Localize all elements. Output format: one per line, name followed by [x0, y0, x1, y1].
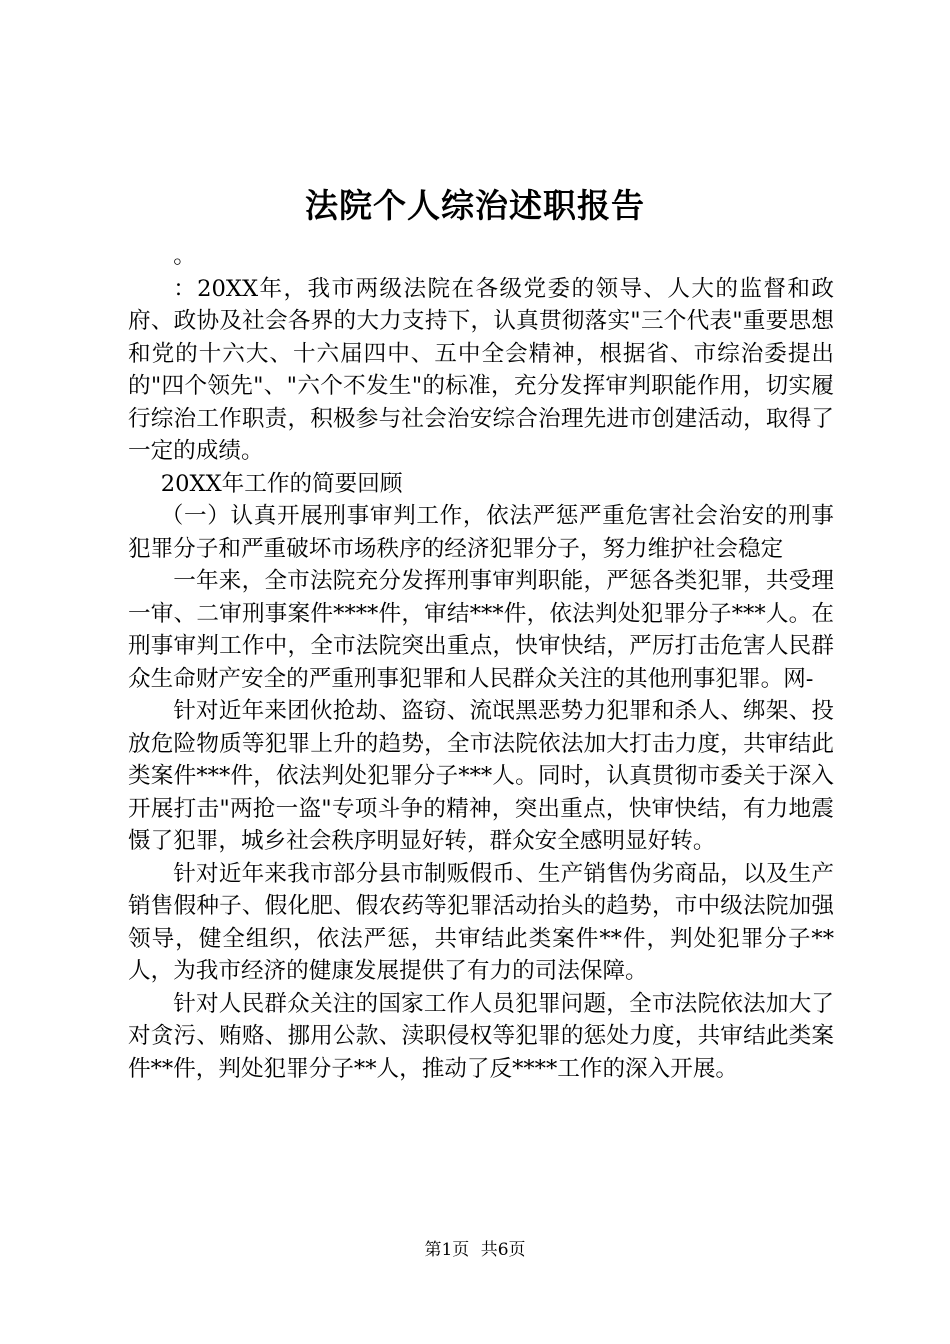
- paragraph-counterfeit-crime: 针对近年来我市部分县市制贩假币、生产销售伪劣商品，以及生产销售假种子、假化肥、假农药等犯罪活动抬头的趋势，市中级法院加强领导，健全组织，依法严惩，共审结此类案件**件，判处犯罪分子**人，为我市经济的健康发展提供了有力的司法保障。: [128, 860, 834, 984]
- paragraph-intro: ：20XX年，我市两级法院在各级党委的领导、人大的监督和政府、政协及社会各界的大力支持下，认真贯彻落实"三个代表"重要思想和党的十六大、十六届四中、五中全会精神，根据省、市综治委提出的"四个领先"、"六个不发生"的标准，充分发挥审判职能作用，切实履行综治工作职责，积极参与社会治安综合治理先进市创建活动，取得了一定的成绩。: [128, 275, 834, 464]
- subsection-heading: （一）认真开展刑事审判工作，依法严惩严重危害社会治安的刑事犯罪分子和严重破坏市场秩序的经济犯罪分子，努力维护社会稳定: [128, 503, 834, 562]
- paragraph-mark: 。: [173, 243, 196, 269]
- document-body: [128, 240, 834, 1085]
- section-heading: 20XX年工作的简要回顾: [160, 470, 403, 497]
- document-title: 法院个人综治述职报告: [305, 186, 645, 225]
- page-footer: [0, 1238, 950, 1262]
- paragraph-official-crime: 针对人民群众关注的国家工作人员犯罪问题，全市法院依法加大了对贪污、贿赂、挪用公款、渎职侵权等犯罪的惩处力度，共审结此类案件**件，判处犯罪分子**人，推动了反****工作的深入开展。: [128, 990, 834, 1082]
- page-number: 第1页: [424, 1240, 470, 1260]
- page-total: 共6页: [480, 1240, 526, 1260]
- paragraph-violent-crime: 针对近年来团伙抢劫、盗窃、流氓黑恶势力犯罪和杀人、绑架、投放危险物质等犯罪上升的趋势，全市法院依法加大打击力度，共审结此类案件***件，依法判处犯罪分子***人。同时，认真贯彻市委关于深入开展打击"两抢一盗"专项斗争的精神，突出重点，快审快结，有力地震慑了犯罪，城乡社会秩序明显好转，群众安全感明显好转。: [128, 698, 834, 854]
- paragraph-criminal-trials: 一年来，全市法院充分发挥刑事审判职能，严惩各类犯罪，共受理一审、二审刑事案件****件，审结***件，依法判处犯罪分子***人。在刑事审判工作中，全市法院突出重点，快审快结，严厉打击危害人民群众生命财产安全的严重刑事犯罪和人民群众关注的其他刑事犯罪。网-: [128, 568, 834, 692]
